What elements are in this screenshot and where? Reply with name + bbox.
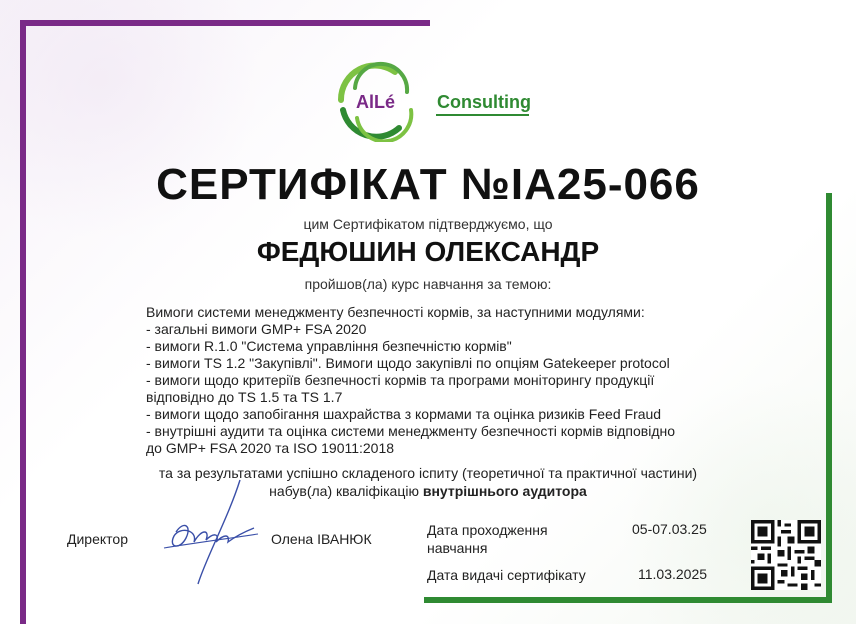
result-line-1: та за результатами успішно складеного іспиту (теоретичної та практичної частини) <box>158 465 698 481</box>
module-line: Вимоги системи менеджменту безпечності кормів, за наступними модулями: <box>146 304 645 320</box>
director-name: Олена ІВАНЮК <box>271 531 372 547</box>
module-line: - вимоги TS 1.2 "Закупівлі". Вимоги щодо закупівлі по опціям Gatekeeper protocol <box>146 355 670 371</box>
training-dates-label-line2: навчання <box>427 540 488 556</box>
module-line: - загальні вимоги GMP+ FSA 2020 <box>146 321 367 337</box>
qr-code-icon <box>751 520 821 590</box>
result-text <box>0 464 856 500</box>
module-line: - вимоги R.1.0 "Система управління безпечністю кормів" <box>146 338 512 354</box>
logo-brand-suffix: Consulting <box>437 92 531 112</box>
logo-brand-name: AlLé <box>356 92 396 112</box>
completed-text: пройшов(ла) курс навчання за темою: <box>304 276 552 292</box>
qualification-prefix: набув(ла) кваліфікацію <box>269 483 423 499</box>
confirm-text: цим Сертифікатом підтверджуємо, що <box>303 216 553 232</box>
recipient-name: ФЕДЮШИН ОЛЕКСАНДР <box>256 236 600 267</box>
frame-bottom-bar <box>424 597 832 603</box>
module-line: - вимоги щодо запобігання шахрайства з кормами та оцінка ризиків Feed Fraud <box>146 406 662 422</box>
signature-icon <box>158 478 268 588</box>
training-dates-label-line1: Дата проходження <box>427 522 548 538</box>
director-label: Директор <box>67 531 128 547</box>
module-line: відповідно до TS 1.5 та TS 1.7 <box>146 389 343 405</box>
module-line: до GMP+ FSA 2020 та ISO 19011:2018 <box>146 440 395 456</box>
certificate-title: СЕРТИФІКАТ №IA25-066 <box>156 160 700 209</box>
modules-list <box>146 304 736 457</box>
training-dates-label <box>427 521 548 557</box>
issue-date-label: Дата видачі сертифікату <box>427 567 586 583</box>
training-dates-value: 05-07.03.25 <box>632 521 707 537</box>
issue-date-value: 11.03.2025 <box>638 566 708 582</box>
frame-left-bar <box>20 20 26 624</box>
module-line: - вимоги щодо критеріїв безпечності кормів та програми моніторингу продукції <box>146 372 655 388</box>
module-line: - внутрішні аудити та оцінка системи менеджменту безпечності кормів відповідно <box>146 423 676 439</box>
qualification-title: внутрішнього аудитора <box>422 483 587 499</box>
result-line-2 <box>0 482 856 500</box>
frame-top-bar <box>20 20 430 26</box>
